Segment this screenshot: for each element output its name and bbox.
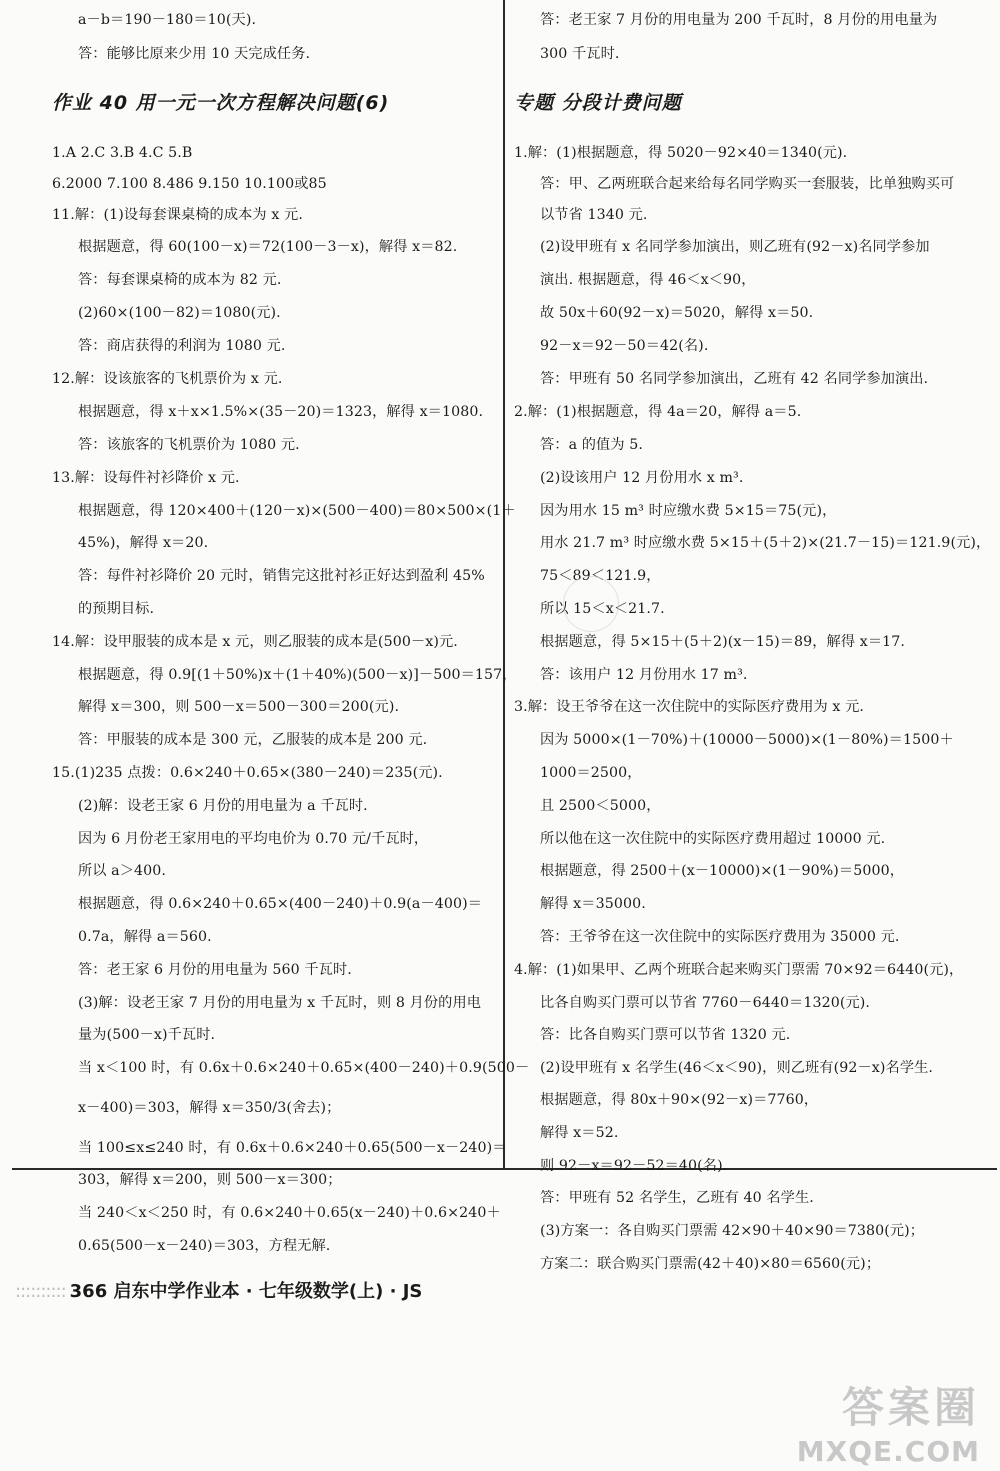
column-divider [503, 0, 505, 1170]
text-line: 则 92－x＝92－52＝40(名). [540, 1158, 728, 1174]
section-heading-right: 专题 分段计费问题 [514, 92, 682, 114]
text-line: 因为 5000×(1－70%)＋(10000－5000)×(1－80%)＝1500＋ [540, 732, 954, 748]
text-line: 15.(1)235 点拨：0.6×240＋0.65×(380－240)＝235(元). [52, 765, 443, 781]
text-line: 根据题意，得 x＋x×1.5%×(35－20)＝1323，解得 x＝1080. [78, 404, 484, 420]
text-line: 答：a 的值为 5. [540, 437, 643, 453]
text-line: 解得 x＝52. [540, 1125, 619, 1141]
text-line: 4.解：(1)如果甲、乙两个班联合起来购买门票需 70×92＝6440(元)， [514, 962, 964, 978]
text-line: 当 100≤x≤240 时，有 0.6x＋0.6×240＋0.65(500－x－240)＝ [78, 1140, 507, 1156]
text-line: (3)方案一：各自购买门票需 42×90＋40×90＝7380(元)； [540, 1223, 925, 1239]
faint-stamp-icon [563, 576, 619, 632]
text-line: 6.2000 7.100 8.486 9.150 10.100或85 [52, 176, 327, 192]
text-line: x－400)＝303，解得 x＝350/3(舍去)； [78, 1100, 341, 1116]
text-line: a－b＝190－180＝10(天). [78, 12, 257, 28]
text-line: 所以他在这一次住院中的实际医疗费用超过 10000 元. [540, 831, 886, 847]
text-line: 根据题意，得 0.9[(1＋50%)x＋(1＋40%)(500－x)]－500＝157， [78, 667, 517, 683]
section-heading-left: 作业 40 用一元一次方程解决问题(6) [52, 92, 390, 114]
text-line: 当 240＜x＜250 时，有 0.6×240＋0.65(x－240)＋0.6×240＋ [78, 1205, 501, 1221]
text-line: 答：老王家 6 月份的用电量为 560 千瓦时. [78, 962, 352, 978]
text-line: (2)解：设老王家 6 月份的用电量为 a 千瓦时. [78, 798, 368, 814]
text-line: 以节省 1340 元. [540, 207, 648, 223]
text-line: 92－x＝92－50＝42(名). [540, 338, 709, 354]
text-line: 因为用水 15 m³ 时应缴水费 5×15＝75(元)， [540, 503, 837, 519]
text-line: 答：甲班有 52 名学生，乙班有 40 名学生. [540, 1190, 814, 1206]
text-line: 1000＝2500， [540, 765, 642, 781]
text-line: 13.解：设每件衬衫降价 x 元. [52, 470, 240, 486]
text-line: (2)设甲班有 x 名同学参加演出，则乙班有(92－x)名同学参加 [540, 239, 930, 255]
text-line: 300 千瓦时. [540, 46, 620, 62]
text-line: 3.解：设王爷爷在这一次住院中的实际医疗费用为 x 元. [514, 699, 864, 715]
text-line: 根据题意，得 60(100－x)＝72(100－3－x)，解得 x＝82. [78, 239, 458, 255]
text-line: 答：能够比原来少用 10 天完成任务. [78, 46, 311, 62]
text-line: 答：该用户 12 月份用水 17 m³. [540, 667, 748, 683]
text-line: 答：甲班有 50 名同学参加演出，乙班有 42 名同学参加演出. [540, 371, 929, 387]
text-line: 演出. 根据题意，得 46＜x＜90， [540, 272, 756, 288]
watermark-en: MXQE.COM [796, 1435, 980, 1468]
text-line: 答：商店获得的利润为 1080 元. [78, 338, 286, 354]
text-line: 答：比各自购买门票可以节省 1320 元. [540, 1027, 791, 1043]
text-line: 答：每件衬衫降价 20 元时，销售完这批衬衫正好达到盈利 45% [78, 568, 485, 584]
text-line: 答：每套课桌椅的成本为 82 元. [78, 272, 282, 288]
text-line: 方案二：联合购买门票需(42＋40)×80＝6560(元)； [540, 1256, 881, 1272]
text-line: 12.解：设该旅客的飞机票价为 x 元. [52, 371, 283, 387]
text-line: (2)设该用户 12 月份用水 x m³. [540, 470, 744, 486]
text-line: 0.7a，解得 a＝560. [78, 929, 212, 945]
text-line: 解得 x＝35000. [540, 896, 646, 912]
text-line: 75＜89＜121.9， [540, 568, 661, 584]
text-line: 根据题意，得 2500＋(x－10000)×(1－90%)＝5000， [540, 863, 905, 879]
text-line: (2)设甲班有 x 名学生(46＜x＜90)，则乙班有(92－x)名学生. [540, 1060, 934, 1076]
text-line: 答：王爷爷在这一次住院中的实际医疗费用为 35000 元. [540, 929, 900, 945]
text-line: 用水 21.7 m³ 时应缴水费 5×15＋(5＋2)×(21.7－15)＝121.9(元)， [540, 535, 991, 551]
text-line: 答：甲、乙两班联合起来给每名同学购买一套服装，比单独购买可 [540, 176, 955, 192]
text-line: 比各自购买门票可以节省 7760－6440＝1320(元). [540, 995, 871, 1011]
text-line: 2.解：(1)根据题意，得 4a＝20，解得 a＝5. [514, 404, 802, 420]
text-line: 解得 x＝300，则 500－x＝500－300＝200(元). [78, 699, 400, 715]
text-line: 1.解：(1)根据题意，得 5020－92×40＝1340(元). [514, 145, 848, 161]
text-line: 答：老王家 7 月份的用电量为 200 千瓦时，8 月份的用电量为 [540, 12, 938, 28]
text-line: 45%)，解得 x＝20. [78, 535, 209, 551]
text-line: 因为 6 月份老王家用电的平均电价为 0.70 元/千瓦时， [78, 831, 429, 847]
text-line: 根据题意，得 0.6×240＋0.65×(400－240)＋0.9(a－400)＝ [78, 896, 483, 912]
text-line: 14.解：设甲服装的成本是 x 元，则乙服装的成本是(500－x)元. [52, 634, 458, 650]
text-line: 答：该旅客的飞机票价为 1080 元. [78, 437, 300, 453]
text-line: 所以 15＜x＜21.7. [540, 601, 665, 617]
text-line: 的预期目标. [78, 601, 155, 617]
text-line: 且 2500＜5000， [540, 798, 661, 814]
footer-text: 366 启东中学作业本 · 七年级数学(上) · JS [69, 1281, 423, 1302]
page-footer [15, 1277, 422, 1303]
text-line: 根据题意，得 80x＋90×(92－x)＝7760， [540, 1092, 819, 1108]
footer-dots: :::::::::: [15, 1281, 66, 1302]
text-line: 根据题意，得 5×15＋(5＋2)(x－15)＝89，解得 x＝17. [540, 634, 905, 650]
text-line: 303，解得 x＝200，则 500－x＝300； [78, 1172, 342, 1188]
text-line: 量为(500－x)千瓦时. [78, 1027, 216, 1043]
watermark-logo [797, 1375, 980, 1468]
text-line: (3)解：设老王家 7 月份的用电量为 x 千瓦时，则 8 月份的用电 [78, 995, 482, 1011]
text-line: 答：甲服装的成本是 300 元，乙服装的成本是 200 元. [78, 732, 428, 748]
text-line: 故 50x＋60(92－x)＝5020，解得 x＝50. [540, 305, 814, 321]
watermark-cn: 答案圈 [841, 1383, 980, 1432]
text-line: 根据题意，得 120×400＋(120－x)×(500－400)＝80×500×(1＋ [78, 503, 516, 519]
text-line: 0.65(500－x－240)＝303，方程无解. [78, 1238, 331, 1254]
text-line: 当 x＜100 时，有 0.6x＋0.6×240＋0.65×(400－240)＋0.9(500－ [78, 1060, 530, 1076]
text-line: 11.解：(1)设每套课桌椅的成本为 x 元. [52, 207, 303, 223]
text-line: 所以 a＞400. [78, 863, 167, 879]
text-line: (2)60×(100－82)＝1080(元). [78, 305, 281, 321]
text-line: 1.A 2.C 3.B 4.C 5.B [52, 145, 193, 161]
